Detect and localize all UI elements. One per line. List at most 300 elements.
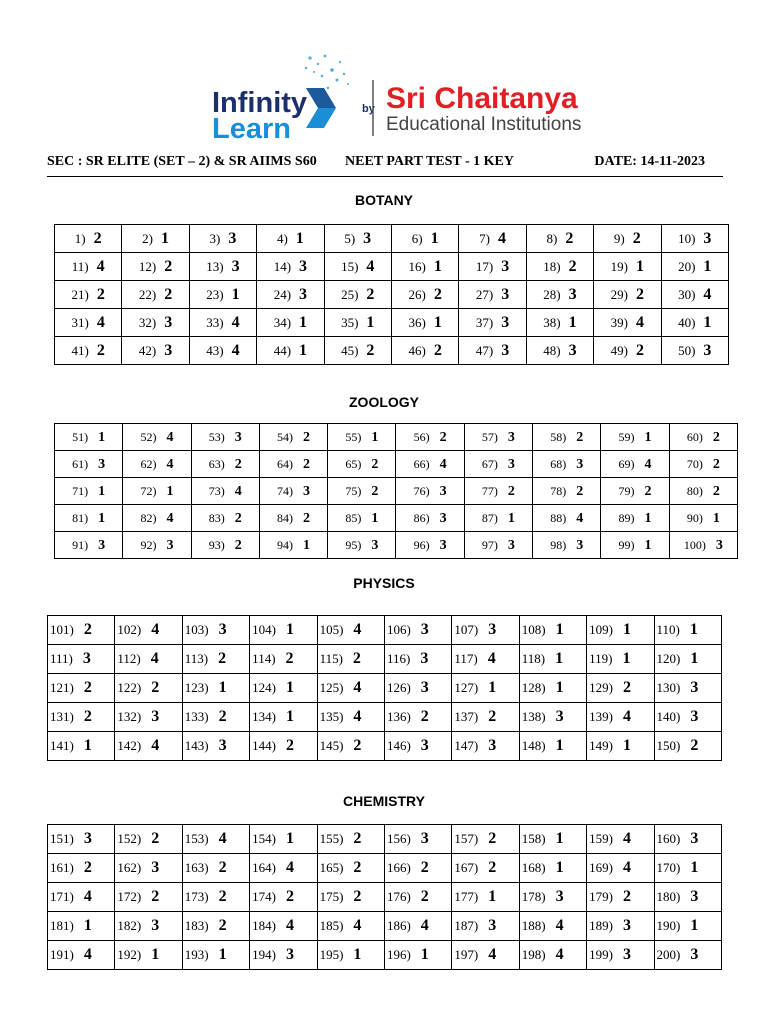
answer-option: 2	[644, 484, 652, 499]
question-number: 104)	[252, 622, 277, 637]
question-number: 199)	[589, 947, 613, 962]
question-number: 12)	[138, 258, 157, 274]
answer-option: 4	[151, 621, 160, 638]
table-row	[48, 616, 722, 645]
answer-option: 1	[83, 917, 92, 934]
answer-option: 2	[576, 430, 584, 445]
answer-option: 3	[98, 538, 106, 553]
answer-option: 3	[439, 538, 447, 553]
answer-option: 4	[420, 917, 429, 934]
question-number: 40)	[678, 314, 696, 330]
question-number: 103)	[184, 622, 209, 637]
answer-option: 1	[295, 229, 304, 247]
answer-cell	[189, 253, 256, 281]
answer-cell	[55, 505, 123, 532]
answer-cell	[317, 854, 384, 883]
question-number: 13)	[206, 258, 224, 274]
question-number: 102)	[117, 622, 142, 637]
answer-cell	[526, 225, 593, 253]
answer-cell	[452, 883, 519, 912]
answer-cell	[587, 883, 654, 912]
answer-option: 2	[218, 888, 227, 905]
answer-cell	[459, 281, 526, 309]
answer-cell	[519, 616, 586, 645]
answer-cell	[182, 825, 249, 854]
question-number: 21)	[71, 286, 89, 302]
answer-option: 3	[507, 538, 515, 553]
table-row	[48, 854, 722, 883]
answer-cell	[396, 505, 464, 532]
answer-cell	[459, 225, 526, 253]
question-number: 1)	[74, 230, 86, 246]
question-number: 181)	[50, 918, 74, 933]
answer-option: 3	[164, 341, 173, 359]
answer-cell	[587, 703, 654, 732]
question-number: 3)	[209, 230, 221, 246]
answer-cell	[594, 225, 661, 253]
answer-cell	[257, 281, 324, 309]
answer-option: 4	[96, 257, 105, 275]
answer-option: 1	[218, 946, 227, 963]
question-number: 121)	[50, 680, 74, 695]
answer-option: 2	[218, 650, 227, 667]
question-number: 88)	[550, 511, 567, 525]
question-number: 26)	[408, 286, 426, 302]
question-number: 186)	[386, 918, 411, 933]
answer-cell	[122, 253, 189, 281]
table-row	[48, 732, 722, 761]
answer-cell	[396, 424, 464, 451]
physics-answer-table	[47, 615, 722, 761]
question-number: 48)	[543, 342, 561, 358]
answer-cell	[526, 281, 593, 309]
question-number: 30)	[678, 286, 696, 302]
answer-option: 2	[565, 229, 574, 247]
question-number: 172)	[117, 889, 142, 904]
answer-option: 3	[164, 313, 173, 331]
answer-cell	[328, 424, 396, 451]
answer-cell	[317, 941, 384, 970]
answer-option: 3	[690, 888, 699, 905]
answer-option: 2	[303, 457, 311, 472]
answer-option: 2	[433, 341, 442, 359]
answer-cell	[115, 912, 182, 941]
answer-option: 4	[353, 621, 362, 638]
question-number: 147)	[454, 738, 479, 753]
answer-cell	[519, 883, 586, 912]
answer-cell	[654, 674, 721, 703]
question-number: 200)	[656, 947, 681, 962]
answer-cell	[257, 309, 324, 337]
answer-option: 2	[439, 430, 447, 445]
question-number: 140)	[656, 709, 681, 724]
answer-option: 4	[703, 285, 712, 303]
question-number: 95)	[345, 538, 362, 552]
question-number: 45)	[341, 342, 359, 358]
botany-answer-table	[54, 224, 729, 365]
answer-cell	[669, 505, 737, 532]
answer-option: 1	[635, 257, 644, 275]
answer-option: 2	[218, 708, 227, 725]
question-number: 139)	[589, 709, 613, 724]
answer-cell	[250, 883, 317, 912]
answer-option: 3	[703, 229, 712, 247]
answer-cell	[55, 225, 122, 253]
question-number: 72)	[140, 484, 157, 498]
answer-option: 3	[439, 484, 447, 499]
answer-cell	[48, 616, 115, 645]
answer-cell	[459, 337, 526, 365]
physics-title: PHYSICS	[353, 575, 415, 591]
answer-option: 2	[353, 888, 362, 905]
answer-cell	[250, 616, 317, 645]
answer-option: 4	[622, 830, 631, 847]
question-number: 98)	[550, 538, 567, 552]
answer-cell	[122, 337, 189, 365]
question-number: 68)	[550, 457, 567, 471]
answer-option: 3	[501, 257, 510, 275]
answer-option: 3	[622, 917, 631, 934]
answer-option: 4	[231, 341, 240, 359]
by-label: by	[362, 103, 375, 115]
answer-option: 3	[98, 457, 106, 472]
answer-cell	[191, 424, 259, 451]
answer-cell	[452, 703, 519, 732]
answer-option: 2	[353, 859, 362, 876]
answer-option: 2	[371, 484, 379, 499]
answer-option: 3	[703, 341, 712, 359]
question-number: 153)	[184, 831, 209, 846]
answer-cell	[189, 281, 256, 309]
question-number: 31)	[71, 314, 89, 330]
answer-cell	[587, 645, 654, 674]
answer-option: 1	[303, 538, 311, 553]
question-number: 150)	[656, 738, 681, 753]
zoology-title: ZOOLOGY	[349, 394, 419, 410]
question-number: 90)	[686, 511, 703, 525]
answer-cell	[519, 732, 586, 761]
question-number: 126)	[386, 680, 411, 695]
answer-option: 4	[622, 859, 631, 876]
answer-cell	[182, 703, 249, 732]
answer-cell	[391, 337, 458, 365]
answer-cell	[191, 478, 259, 505]
institution-name: Sri Chaitanya	[386, 82, 578, 115]
question-number: 32)	[138, 314, 157, 330]
logo-graphic	[210, 50, 610, 145]
question-number: 127)	[454, 680, 479, 695]
question-number: 105)	[319, 622, 344, 637]
answer-cell	[250, 941, 317, 970]
question-number: 39)	[610, 314, 628, 330]
answer-cell	[123, 451, 191, 478]
question-number: 93)	[208, 538, 225, 552]
answer-option: 4	[150, 650, 159, 667]
answer-option: 1	[299, 341, 308, 359]
answer-option: 1	[555, 859, 564, 876]
answer-option: 3	[82, 650, 91, 667]
answer-cell	[324, 309, 391, 337]
answer-option: 2	[420, 859, 429, 876]
answer-option: 1	[433, 313, 442, 331]
question-number: 54)	[277, 430, 294, 444]
answer-cell	[384, 674, 451, 703]
test-name: NEET PART TEST - 1 KEY	[345, 154, 514, 169]
question-number: 11)	[71, 258, 89, 274]
answer-cell	[661, 337, 728, 365]
answer-option: 4	[488, 946, 497, 963]
question-number: 69)	[618, 457, 635, 471]
question-number: 141)	[50, 738, 74, 753]
answer-cell	[250, 674, 317, 703]
question-number: 55)	[345, 430, 362, 444]
answer-cell	[384, 854, 451, 883]
answer-option: 1	[690, 650, 699, 667]
answer-option: 3	[299, 285, 308, 303]
answer-option: 3	[501, 341, 510, 359]
answer-option: 3	[420, 650, 429, 667]
answer-cell	[587, 912, 654, 941]
answer-cell	[55, 424, 123, 451]
question-number: 9)	[613, 230, 625, 246]
question-number: 162)	[117, 860, 142, 875]
answer-cell	[594, 337, 661, 365]
question-number: 124)	[252, 680, 277, 695]
answer-cell	[594, 309, 661, 337]
answer-option: 2	[83, 679, 92, 696]
answer-cell	[654, 912, 721, 941]
answer-cell	[328, 505, 396, 532]
answer-option: 2	[712, 457, 720, 472]
question-number: 82)	[140, 511, 157, 525]
question-number: 114)	[252, 651, 276, 666]
answer-option: 2	[488, 859, 497, 876]
answer-cell	[459, 309, 526, 337]
answer-cell	[48, 912, 115, 941]
answer-cell	[122, 225, 189, 253]
answer-option: 1	[98, 511, 106, 526]
answer-option: 1	[555, 650, 564, 667]
answer-option: 4	[286, 859, 295, 876]
question-number: 75)	[345, 484, 362, 498]
answer-option: 2	[635, 341, 644, 359]
answer-option: 2	[83, 708, 92, 725]
answer-cell	[452, 674, 519, 703]
question-number: 131)	[50, 709, 74, 724]
question-number: 146)	[386, 738, 411, 753]
table-row	[48, 941, 722, 970]
answer-option: 1	[371, 430, 379, 445]
question-number: 41)	[71, 342, 89, 358]
answer-option: 4	[353, 917, 362, 934]
section-info: SEC : SR ELITE (SET – 2) & SR AIIMS S60	[47, 154, 317, 169]
answer-option: 4	[353, 708, 362, 725]
answer-option: 1	[218, 679, 227, 696]
answer-option: 1	[555, 679, 564, 696]
answer-option: 4	[231, 313, 240, 331]
question-number: 28)	[543, 286, 561, 302]
answer-cell	[384, 732, 451, 761]
answer-cell	[519, 912, 586, 941]
question-number: 164)	[252, 860, 277, 875]
answer-option: 1	[555, 621, 564, 638]
answer-option: 1	[98, 484, 106, 499]
answer-cell	[526, 253, 593, 281]
question-number: 185)	[319, 918, 344, 933]
question-number: 76)	[413, 484, 430, 498]
answer-cell	[324, 281, 391, 309]
question-number: 87)	[481, 511, 498, 525]
answer-option: 3	[439, 511, 447, 526]
answer-cell	[452, 732, 519, 761]
answer-cell	[384, 645, 451, 674]
answer-option: 4	[83, 946, 92, 963]
answer-cell	[259, 505, 327, 532]
question-number: 22)	[138, 286, 157, 302]
zoology-answer-table	[54, 423, 738, 559]
answer-cell	[191, 451, 259, 478]
table-row	[48, 645, 722, 674]
question-number: 169)	[589, 860, 613, 875]
answer-option: 1	[430, 229, 439, 247]
answer-cell	[391, 281, 458, 309]
answer-cell	[55, 309, 122, 337]
table-row	[55, 281, 729, 309]
question-number: 83)	[208, 511, 225, 525]
brand-logo	[210, 50, 610, 145]
question-number: 123)	[184, 680, 209, 695]
answer-option: 2	[151, 679, 160, 696]
answer-cell	[459, 253, 526, 281]
answer-option: 2	[303, 511, 311, 526]
table-row	[48, 703, 722, 732]
answer-option: 3	[690, 830, 699, 847]
answer-cell	[317, 616, 384, 645]
answer-cell	[48, 674, 115, 703]
question-number: 133)	[184, 709, 209, 724]
answer-option: 3	[299, 257, 308, 275]
chemistry-title: CHEMISTRY	[343, 793, 425, 809]
answer-option: 3	[166, 538, 174, 553]
question-number: 52)	[140, 430, 157, 444]
answer-option: 1	[555, 737, 564, 754]
answer-option: 1	[433, 257, 442, 275]
question-number: 80)	[686, 484, 703, 498]
answer-cell	[182, 883, 249, 912]
question-number: 156)	[386, 831, 411, 846]
question-number: 79)	[618, 484, 635, 498]
answer-option: 4	[151, 737, 160, 754]
question-number: 66)	[413, 457, 430, 471]
question-number: 47)	[475, 342, 494, 358]
question-number: 120)	[656, 651, 681, 666]
question-number: 152)	[117, 831, 142, 846]
answer-cell	[115, 825, 182, 854]
answer-cell	[533, 478, 601, 505]
answer-cell	[661, 225, 728, 253]
answer-option: 1	[420, 946, 429, 963]
answer-cell	[519, 674, 586, 703]
question-number: 113)	[184, 651, 209, 666]
question-number: 158)	[521, 831, 546, 846]
answer-option: 1	[371, 511, 379, 526]
answer-cell	[391, 225, 458, 253]
answer-cell	[48, 645, 115, 674]
answer-option: 2	[366, 341, 375, 359]
question-number: 125)	[319, 680, 344, 695]
answer-option: 4	[555, 917, 564, 934]
answer-option: 1	[286, 708, 295, 725]
answer-option: 2	[286, 888, 295, 905]
answer-option: 1	[644, 430, 652, 445]
answer-cell	[601, 451, 669, 478]
question-number: 49)	[610, 342, 628, 358]
question-number: 194)	[252, 947, 277, 962]
question-number: 81)	[72, 511, 89, 525]
question-number: 178)	[521, 889, 546, 904]
question-number: 70)	[686, 457, 703, 471]
answer-cell	[115, 703, 182, 732]
question-number: 195)	[319, 947, 344, 962]
question-number: 167)	[454, 860, 479, 875]
question-number: 183)	[184, 918, 209, 933]
question-number: 57)	[481, 430, 498, 444]
question-number: 170)	[656, 860, 681, 875]
table-row	[55, 478, 738, 505]
question-number: 176)	[386, 889, 411, 904]
question-number: 174)	[252, 889, 277, 904]
answer-option: 2	[96, 285, 105, 303]
answer-option: 2	[632, 229, 641, 247]
question-number: 138)	[521, 709, 546, 724]
question-number: 143)	[184, 738, 209, 753]
answer-cell	[48, 732, 115, 761]
answer-option: 3	[420, 679, 429, 696]
answer-option: 2	[576, 484, 584, 499]
answer-option: 2	[234, 511, 242, 526]
answer-cell	[396, 478, 464, 505]
answer-cell	[384, 941, 451, 970]
answer-cell	[182, 616, 249, 645]
question-number: 192)	[117, 947, 142, 962]
answer-option: 1	[622, 650, 631, 667]
answer-option: 4	[366, 257, 375, 275]
question-number: 163)	[184, 860, 209, 875]
answer-option: 3	[218, 737, 227, 754]
answer-cell	[587, 825, 654, 854]
question-number: 33)	[206, 314, 224, 330]
answer-option: 4	[96, 313, 105, 331]
answer-cell	[115, 732, 182, 761]
answer-cell	[182, 674, 249, 703]
answer-option: 1	[286, 679, 295, 696]
question-number: 116)	[386, 651, 411, 666]
question-number: 117)	[454, 651, 478, 666]
question-number: 190)	[656, 918, 681, 933]
answer-cell	[317, 732, 384, 761]
answer-option: 3	[218, 621, 227, 638]
answer-cell	[384, 883, 451, 912]
answer-cell	[452, 645, 519, 674]
table-row	[48, 912, 722, 941]
test-header	[47, 154, 723, 177]
answer-cell	[464, 505, 532, 532]
answer-option: 2	[420, 888, 429, 905]
answer-cell	[250, 912, 317, 941]
answer-option: 4	[644, 457, 652, 472]
question-number: 17)	[475, 258, 494, 274]
question-number: 128)	[521, 680, 546, 695]
